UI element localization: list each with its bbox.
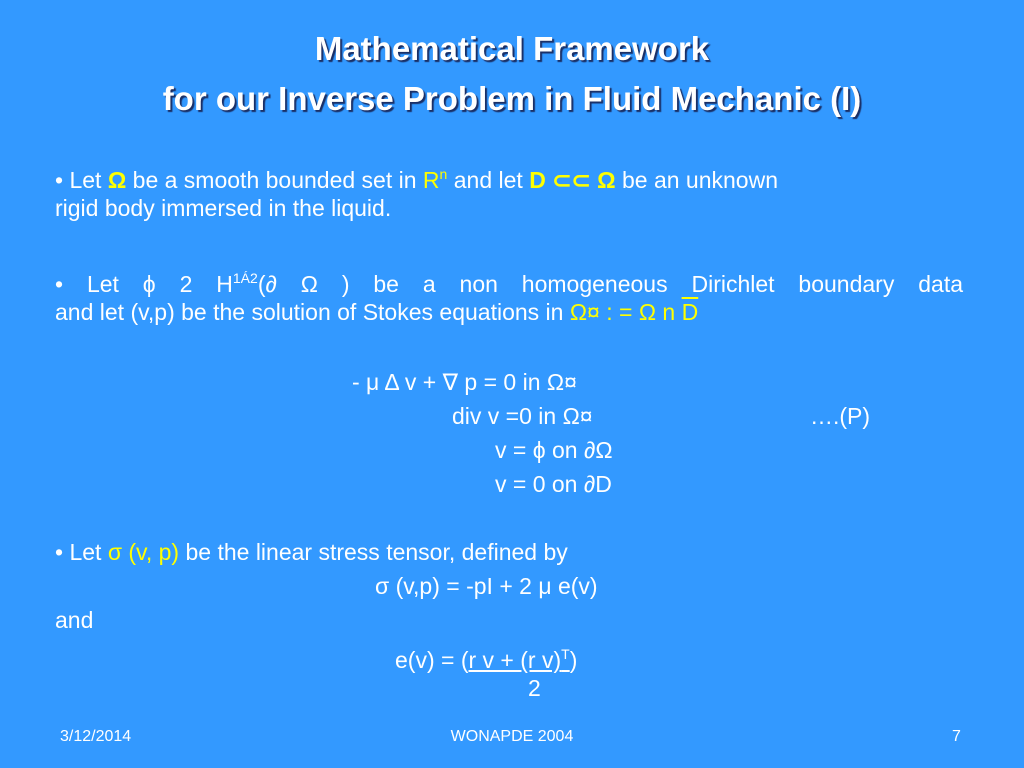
ev-denominator: 2 (528, 675, 541, 701)
p1-n: n (439, 166, 448, 182)
p1-text-d: be an unknown (615, 167, 778, 193)
strain-rate-equation (395, 638, 577, 676)
equation-2: div v =0 in Ω¤ (452, 403, 593, 429)
ev-numerator (468, 647, 569, 673)
paragraph-2-line1 (55, 262, 963, 300)
p2-text-a: • Let ϕ 2 H (55, 271, 233, 297)
paragraph-2-line2 (55, 296, 698, 328)
p3-text-b: be the linear stress tensor, defined by (179, 539, 568, 565)
stress-tensor-equation: σ (v,p) = -pI + 2 μ e(v) (375, 573, 598, 599)
p2-sup: 1Á2 (232, 270, 258, 286)
p1-D: D (529, 167, 546, 193)
footer-conference: WONAPDE 2004 (450, 728, 574, 745)
p2-domain: Ω¤ : = Ω n (569, 299, 682, 325)
p1-subset: ⊂⊂ Ω (545, 167, 616, 193)
p2-D-closure: $\overline{D}$ (681, 299, 699, 325)
ev-close: ) (569, 647, 578, 673)
and-text: and (55, 607, 94, 633)
ev-transpose: T (561, 646, 570, 662)
paragraph-1-line1 (55, 158, 778, 196)
footer-page-number: 7 (952, 728, 961, 745)
paragraph-1-line2: rigid body immersed in the liquid. (55, 195, 392, 221)
p3-text-a: • Let (55, 539, 108, 565)
p1-text-a: • Let (55, 167, 108, 193)
p1-omega: Ω (107, 167, 127, 193)
p1-text-c: and let (447, 167, 530, 193)
equation-1: - μ Δ v + ∇ p = 0 in Ω¤ (352, 369, 577, 395)
slide-title-line1: Mathematical Framework (314, 30, 710, 67)
paragraph-3-line1 (55, 536, 568, 568)
equation-3: v = ϕ on ∂Ω (495, 437, 613, 463)
p3-sigma: σ (v, p) (107, 539, 180, 565)
p1-R: R (422, 167, 440, 193)
p2-text-b: (∂ Ω ) be a non homogeneous Dirichlet boundary data (257, 271, 963, 297)
ev-num-text: r v + (r v) (468, 647, 562, 673)
p1-text-b: be a smooth bounded set in (126, 167, 423, 193)
system-label: ….(P) (810, 403, 871, 429)
p2-text-c: and let (v,p) be the solution of Stokes equations in (55, 299, 570, 325)
slide-title-line2: for our Inverse Problem in Fluid Mechanic (I) (162, 80, 862, 117)
footer-date: 3/12/2014 (60, 728, 132, 745)
equation-4: v = 0 on ∂D (495, 471, 612, 497)
ev-lhs: e(v) = ( (395, 647, 469, 673)
